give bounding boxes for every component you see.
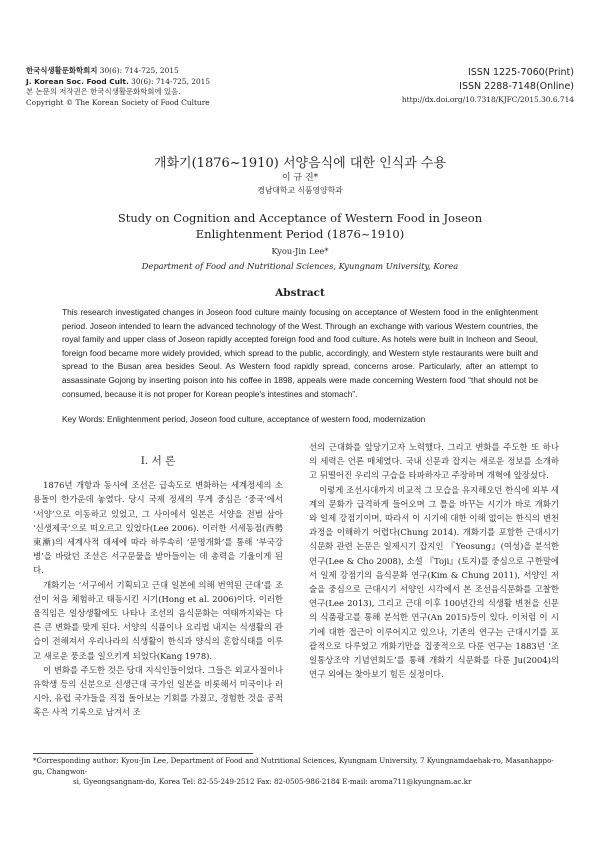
journal-info (26, 66, 326, 108)
affiliation-en: Department of Food and Nutritional Sciences, Kyungnam University, Korea (141, 261, 459, 271)
journal-volume-en: 30(6): 714-725, 2015 (131, 76, 211, 86)
title-ko: 개화기(1876~1910) 서양음식에 대한 인식과 수용 (153, 156, 447, 171)
issn-online: ISSN 2288-7148(Online) (459, 81, 574, 92)
body-paragraph: 개화기는 ‘서구에서 기획되고 근대 일본에 의해 번역된 근대’를 조선이 처음 체험하고 태동시킨 시기(Hong et al. 2006)이다. 이러한 움직임은 일상생활에도 나타나 조선의 음식문화는 여태까지와는 다른 큰 변화를 맞게 된다. 서양의 식품이나 요리법 내지는 식생활의 관습이 전해져서 우리나라의 식생활이 한식과 양식의 혼합식태를 이루고 새로운 풍조를 일으키게 되었다(Kang 1978). (33, 579, 283, 661)
keywords: Key Words: Enlightenment period, Joseon food culture, acceptance of western food, modernization (62, 414, 426, 424)
footnote-divider (33, 753, 253, 754)
title-en-line2: Enlightenment Period (1876~1910) (195, 227, 405, 241)
abstract-heading: Abstract (275, 287, 325, 299)
body-paragraph: 이렇게 조선시대까지 비교적 그 모습을 유지해오던 한식에 외부 세계의 문화가 급격하게 들어오며 그 틀을 바꾸는 시기가 바로 개화기와 일제 강점기이며, 따라서 이 시기에 대한 이해 없이는 한식의 변천과정을 이해하기 어렵다(Chung 2014). 개화기를 포함한 근대시기 식문화 관련 논문은 일제시기 잡지인 『Yeosung』(여성)을 분석한 연구(Lee & Cho 2008), 소설 『Toji』(토지)를 중심으로 구한말에서 일제 강점기의 음식문화 연구(Kim & Chung 2011), 서양인 저술을 중심으로 근대시기 서양인 시각에서 본 조선음식문화를 고찰한 연구(Lee 2013), 그리고 근대 이후 100년간의 식생활 변천을 신문의 식품광고를 통해 분석한 연구(An 2015)등이 있다. 이처럼 이 시기에 대한 접근이 이루어지고 있으나, 기존의 연구는 근대시기를 포괄적으로 다루었고 개화기만을 집중적으로 다룬 연구는 1883년 ‘조일통상조약 기념연회도’를 통해 개화기 식문화를 다룬 Ju(2004)의 연구 외에는 찾아보기 힘든 실정이다. (309, 484, 559, 680)
body-paragraph: 이 변화를 주도한 것은 당대 지식인들이었다. 그들은 외교사절이나 유학생 등의 신분으로 신생근대 국가인 일본을 비롯해서 미국이나 러시아, 유럽 국가들을 직접 돌아보는 기회를 가졌고, 경험한 것을 공적 혹은 사적 기록으로 남겨서 조 (33, 664, 283, 718)
footnote-line1: *Corresponding author: Kyou-Jin Lee, Department of Food and Nutritional Sciences, Kyungnam University, 7 Kyungnamdaehak-ro, Masanhappo-gu, Changwon- (33, 756, 554, 776)
title-en-line1: Study on Cognition and Acceptance of Western Food in Joseon (117, 211, 483, 225)
copyright-ko: 본 논문의 저작권은 한국식생활문화학회에 있음. (26, 87, 181, 97)
issn-print: ISSN 1225-7060(Print) (467, 67, 574, 78)
footnote-line2: si, Gyeongsangnam-do, Korea Tel: 82-55-249-2512 Fax: 82-0505-986-2184 E-mail: aroma711@kyungnam.ac.kr (73, 777, 472, 787)
author-ko: 이 규 진* (281, 173, 319, 183)
footnote (33, 756, 559, 788)
section-heading: I. 서 론 (140, 455, 176, 467)
author-en: Kyou-Jin Lee* (271, 246, 329, 256)
journal-name-ko: 한국식생활문화학회지 (26, 66, 98, 75)
issn-info (402, 66, 574, 105)
body-column-right (309, 440, 559, 681)
journal-name-en: J. Korean Soc. Food Cult. (26, 76, 129, 86)
title-en (100, 210, 500, 242)
body-paragraph: 선의 근대화를 앞당기고자 노력했다. 그리고 변화를 주도한 또 하나의 세력은 언론 매체였다. 국내 신문과 잡지는 새로운 정보를 소개하고 뒤떨어진 우리의 구습을 타파하자고 주장하며 개혁에 앞장섰다. (309, 442, 559, 481)
journal-volume-ko: 30(6): 714-725, 2015 (99, 66, 179, 75)
abstract-text: This research investigated changes in Joseon food culture mainly focusing on acceptance of Western food in the enlightenment period. Joseon intended to learn the advanced technology of the West. Through an exchange with various Western countries, the royal family and upper class of Joseon rapidly accepted foreign food and food culture. As hotels were built in Incheon and Seoul, foreign food became more widely provided, which spread to the public, accordingly, and Western style restaurants were built and spread to the Busan area besides Seoul. As Western food rapidly spread, concerns arose. Particularly, after an attempt to assassinate Gojong by inserting poison into his coffee in 1898, appeals were made concerning Western food “that should not be consumed, because it is not proper for Korean people's intestines and stomach”. (62, 307, 538, 399)
body-column-left (33, 440, 283, 720)
copyright-en: Copyright © The Korean Society of Food Culture (26, 97, 210, 107)
affiliation-ko: 경남대학교 식품영양학과 (257, 186, 343, 195)
body-paragraph: 1876년 개항과 동시에 조선은 급속도로 변화하는 세계정세의 소용돌이 한가운데 놓였다. 당시 국제 정세의 무게 중심은 ‘중국’에서 ‘서양’으로 이동하고 있었고, 그 사이에서 일본은 서양을 전범 삼아 ‘신생제국’으로 떠오르고 있었다(Lee 2006). 이러한 서세동점(西勢東漸)의 세계사적 대세에 따라 하루속히 ‘문명개화’를 통해 ‘부국강병’을 바랐던 조선은 서구문물을 받아들이는 데 총력을 기울이게 된다. (33, 480, 283, 576)
doi-link[interactable]: http://dx.doi.org/10.7318/KJFC/2015.30.6.714 (401, 95, 574, 104)
